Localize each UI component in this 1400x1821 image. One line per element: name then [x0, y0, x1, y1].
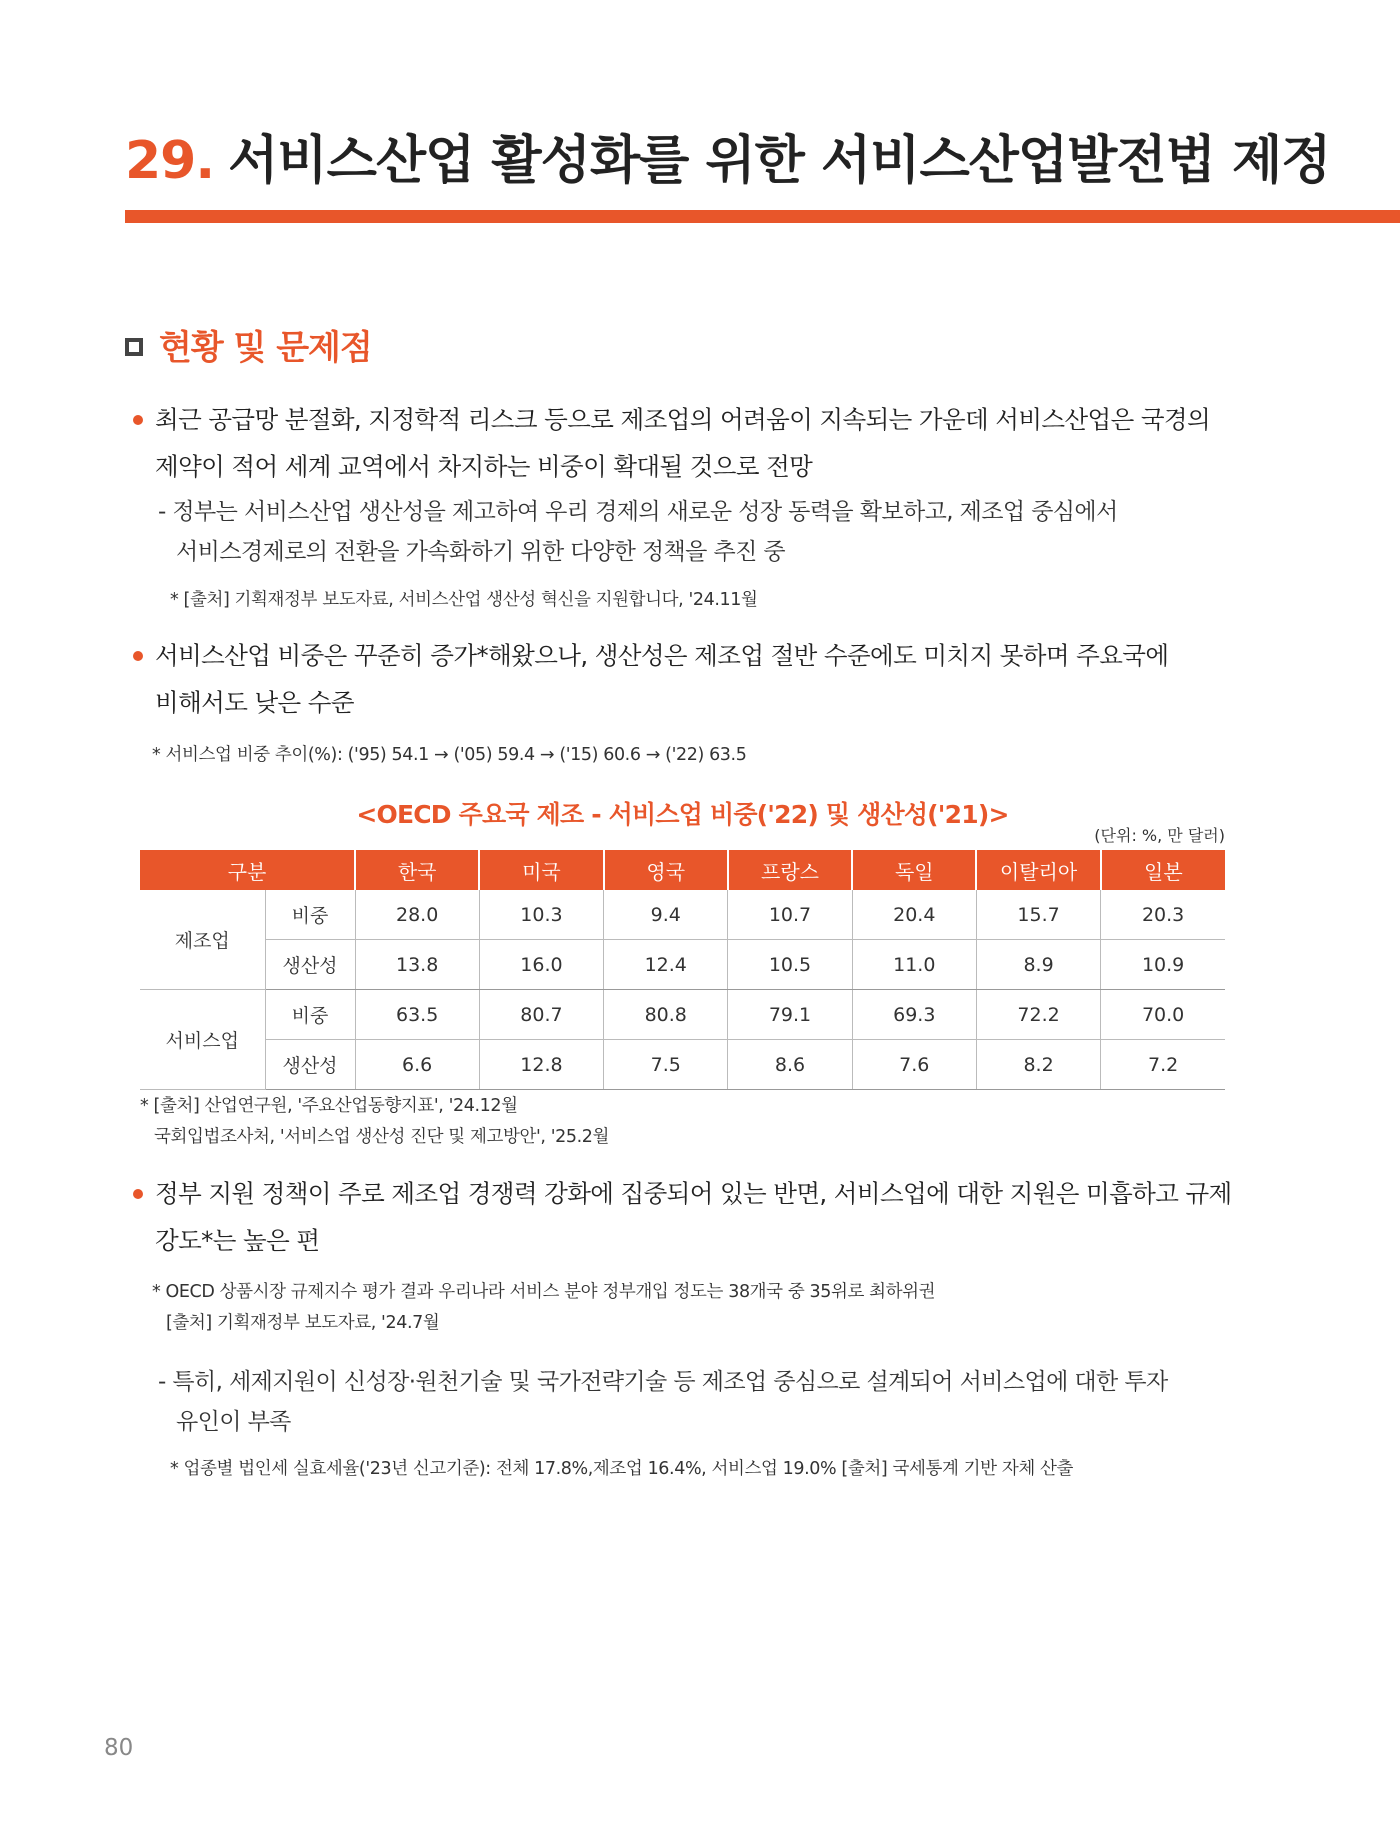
- row-label: 비중: [265, 990, 355, 1040]
- table-cell: 28.0: [355, 890, 479, 940]
- table-cell: 8.6: [728, 1040, 852, 1090]
- bullet-3-note: [152, 1277, 935, 1339]
- header-country: 이탈리아: [976, 850, 1100, 890]
- table-cell: 72.2: [976, 990, 1100, 1040]
- bullet-3-note-line-2: [출처] 기획재정부 보도자료, '24.7월: [166, 1313, 440, 1333]
- table-cell: 20.3: [1101, 890, 1225, 940]
- bullet-2-line-2: 비해서도 낮은 수준: [155, 688, 354, 717]
- bullet-1-note: * [출처] 기획재정부 보도자료, 서비스산업 생산성 혁신을 지원합니다, '24.11월: [170, 590, 758, 610]
- header-country: 한국: [355, 850, 479, 890]
- header-category: 구분: [140, 850, 355, 890]
- square-bullet-icon: [125, 338, 143, 356]
- row-label: 비중: [265, 890, 355, 940]
- table-row: [140, 1040, 1225, 1090]
- title-text: 서비스산업 활성화를 위한 서비스산업발전법 제정: [228, 131, 1331, 191]
- page-number: 80: [104, 1735, 134, 1761]
- bullet-2-note: * 서비스업 비중 추이(%): ('95) 54.1 → ('05) 59.4 → ('15) 60.6 → ('22) 63.5: [152, 745, 747, 765]
- table-header-row: [140, 850, 1225, 890]
- table-cell: 10.9: [1101, 940, 1225, 990]
- table-row: [140, 890, 1225, 940]
- table-cell: 10.7: [728, 890, 852, 940]
- bullet-dot-icon: [133, 415, 143, 425]
- table-cell: 7.5: [604, 1040, 728, 1090]
- table-title: <OECD 주요국 제조 - 서비스업 비중('22) 및 생산성('21)>: [356, 800, 1009, 829]
- table-cell: 79.1: [728, 990, 852, 1040]
- table-cell: 6.6: [355, 1040, 479, 1090]
- table-cell: 10.5: [728, 940, 852, 990]
- row-label: 생산성: [265, 940, 355, 990]
- table-cell: 69.3: [852, 990, 976, 1040]
- table-cell: 8.2: [976, 1040, 1100, 1090]
- table-cell: 7.2: [1101, 1040, 1225, 1090]
- table-cell: 80.8: [604, 990, 728, 1040]
- header-country: 독일: [852, 850, 976, 890]
- title-number: 29.: [125, 131, 215, 191]
- table-cell: 20.4: [852, 890, 976, 940]
- bullet-3-dash-line-2: 유인이 부족: [176, 1409, 291, 1435]
- bullet-2: [133, 632, 1168, 726]
- page-title: [125, 118, 1330, 193]
- table-source-line-2: 국회입법조사처, '서비스업 생산성 진단 및 제고방안', '25.2월: [154, 1127, 610, 1147]
- table-cell: 12.4: [604, 940, 728, 990]
- bullet-3-dash-note: * 업종별 법인세 실효세율('23년 신고기준): 전체 17.8%,제조업 16.4%, 서비스업 19.0% [출처] 국세통계 기반 자체 산출: [170, 1459, 1073, 1479]
- bullet-3-line-2: 강도*는 높은 편: [155, 1226, 320, 1255]
- table-cell: 80.7: [479, 990, 603, 1040]
- table-cell: 12.8: [479, 1040, 603, 1090]
- table-cell: 70.0: [1101, 990, 1225, 1040]
- table-row: [140, 940, 1225, 990]
- group-label: 제조업: [140, 890, 265, 990]
- table-source-line-1: * [출처] 산업연구원, '주요산업동향지표', '24.12월: [140, 1096, 518, 1116]
- table-cell: 9.4: [604, 890, 728, 940]
- bullet-dot-icon: [133, 651, 143, 661]
- table-cell: 13.8: [355, 940, 479, 990]
- row-label: 생산성: [265, 1040, 355, 1090]
- table-cell: 16.0: [479, 940, 603, 990]
- table-cell: 8.9: [976, 940, 1100, 990]
- table-cell: 10.3: [479, 890, 603, 940]
- bullet-1-line-2: 제약이 적어 세계 교역에서 차지하는 비중이 확대될 것으로 전망: [155, 452, 813, 481]
- table-source: [140, 1091, 609, 1153]
- bullet-1: [133, 396, 1210, 490]
- bullet-3-note-line-1: * OECD 상품시장 규제지수 평가 결과 우리나라 서비스 분야 정부개입 정도는 38개국 중 35위로 최하위권: [152, 1282, 936, 1302]
- bullet-1-line-1: 최근 공급망 분절화, 지정학적 리스크 등으로 제조업의 어려움이 지속되는 가운데 서비스산업은 국경의: [155, 405, 1211, 434]
- bullet-2-line-1: 서비스산업 비중은 꾸준히 증가*해왔으나, 생산성은 제조업 절반 수준에도 미치지 못하며 주요국에: [155, 641, 1169, 670]
- table-cell: 11.0: [852, 940, 976, 990]
- table-unit: (단위: %, 만 달러): [1094, 826, 1225, 845]
- table-row: [140, 990, 1225, 1040]
- bullet-1-dash-line-2: 서비스경제로의 전환을 가속화하기 위한 다양한 정책을 추진 중: [176, 539, 786, 565]
- group-label: 서비스업: [140, 990, 265, 1090]
- header-country: 프랑스: [728, 850, 852, 890]
- section-label: 현황 및 문제점: [159, 328, 372, 368]
- table-cell: 15.7: [976, 890, 1100, 940]
- bullet-dot-icon: [133, 1189, 143, 1199]
- oecd-comparison-table: [140, 850, 1225, 1090]
- bullet-1-dash-line-1: - 정부는 서비스산업 생산성을 제고하여 우리 경제의 새로운 성장 동력을 확보하고, 제조업 중심에서: [158, 499, 1118, 525]
- bullet-3-line-1: 정부 지원 정책이 주로 제조업 경쟁력 강화에 집중되어 있는 반면, 서비스업에 대한 지원은 미흡하고 규제: [155, 1179, 1232, 1208]
- table-cell: 7.6: [852, 1040, 976, 1090]
- section-heading: [125, 320, 372, 369]
- header-country: 미국: [479, 850, 603, 890]
- bullet-3-dash: [158, 1362, 1168, 1442]
- table-cell: 63.5: [355, 990, 479, 1040]
- header-country: 영국: [604, 850, 728, 890]
- bullet-3: [133, 1170, 1232, 1264]
- title-underline-bar: [125, 210, 1400, 223]
- bullet-1-dash: [158, 492, 1118, 572]
- header-country: 일본: [1101, 850, 1225, 890]
- bullet-3-dash-line-1: - 특히, 세제지원이 신성장·원천기술 및 국가전략기술 등 제조업 중심으로 설계되어 서비스업에 대한 투자: [158, 1369, 1168, 1395]
